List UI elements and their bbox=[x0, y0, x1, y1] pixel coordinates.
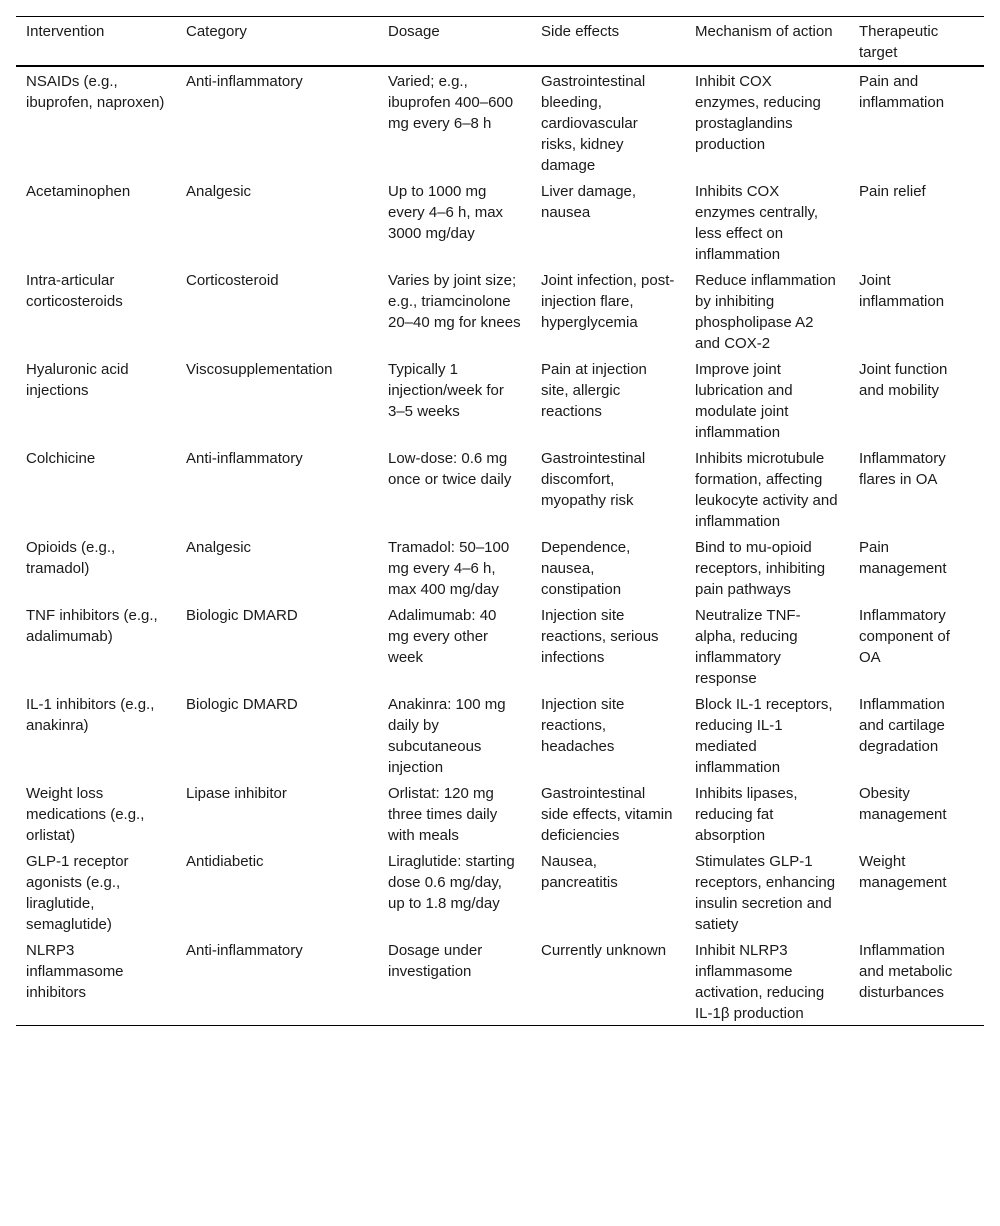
header-side-effects: Side effects bbox=[541, 23, 620, 40]
cell-mechanism: Inhibits microtubule formation, affecting leukocyte activity and inflammation bbox=[695, 450, 838, 530]
cell-dosage: Typically 1 injection/week for 3–5 weeks bbox=[388, 361, 504, 420]
table-row bbox=[16, 66, 984, 177]
cell-category: Anti-inflammatory bbox=[186, 450, 303, 467]
table-row bbox=[16, 266, 984, 355]
cell-target: Obesity management bbox=[859, 785, 947, 823]
cell-side-effects: Joint infection, post-injection flare, hyperglycemia bbox=[541, 272, 675, 331]
cell-intervention: TNF inhibitors (e.g., adalimumab) bbox=[26, 607, 158, 645]
table-row bbox=[16, 601, 984, 690]
cell-category: Lipase inhibitor bbox=[186, 785, 287, 802]
cell-category: Biologic DMARD bbox=[186, 607, 298, 624]
cell-mechanism: Improve joint lubrication and modulate joint inflammation bbox=[695, 361, 793, 441]
cell-side-effects: Injection site reactions, headaches bbox=[541, 696, 625, 755]
cell-target: Pain and inflammation bbox=[859, 73, 945, 111]
cell-target: Weight management bbox=[859, 853, 947, 891]
cell-intervention: IL-1 inhibitors (e.g., anakinra) bbox=[26, 696, 155, 734]
cell-target: Inflammation and cartilage degradation bbox=[859, 696, 945, 755]
cell-dosage: Varies by joint size; e.g., triamcinolone 20–40 mg for knees bbox=[388, 272, 521, 331]
header-dosage: Dosage bbox=[388, 23, 440, 40]
cell-target: Joint inflammation bbox=[859, 272, 945, 310]
cell-intervention: Hyaluronic acid injections bbox=[26, 361, 129, 399]
table-row bbox=[16, 177, 984, 266]
cell-intervention: Intra-articular corticosteroids bbox=[26, 272, 123, 310]
cell-mechanism: Inhibit COX enzymes, reducing prostaglandins production bbox=[695, 73, 821, 153]
cell-target: Pain management bbox=[859, 539, 947, 577]
cell-mechanism: Inhibits COX enzymes centrally, less effect on inflammation bbox=[695, 183, 819, 263]
cell-intervention: Acetaminophen bbox=[26, 183, 131, 200]
cell-target: Inflammatory flares in OA bbox=[859, 450, 946, 488]
cell-mechanism: Neutralize TNF-alpha, reducing inflammatory response bbox=[695, 607, 801, 687]
cell-category: Biologic DMARD bbox=[186, 696, 298, 713]
header-row bbox=[16, 17, 984, 67]
header-intervention: Intervention bbox=[26, 23, 105, 40]
cell-category: Analgesic bbox=[186, 183, 252, 200]
cell-category: Anti-inflammatory bbox=[186, 73, 303, 90]
cell-dosage: Anakinra: 100 mg daily by subcutaneous injection bbox=[388, 696, 506, 776]
table-row bbox=[16, 444, 984, 533]
table-row bbox=[16, 690, 984, 779]
cell-intervention: Weight loss medications (e.g., orlistat) bbox=[26, 785, 145, 844]
cell-dosage: Tramadol: 50–100 mg every 4–6 h, max 400 mg/day bbox=[388, 539, 510, 598]
table-header bbox=[16, 17, 984, 67]
cell-category: Anti-inflammatory bbox=[186, 942, 303, 959]
cell-intervention: Opioids (e.g., tramadol) bbox=[26, 539, 116, 577]
header-mechanism: Mechanism of action bbox=[695, 23, 833, 40]
table-container bbox=[16, 16, 984, 1026]
cell-side-effects: Liver damage, nausea bbox=[541, 183, 637, 221]
interventions-table bbox=[16, 16, 984, 1026]
cell-dosage: Up to 1000 mg every 4–6 h, max 3000 mg/day bbox=[388, 183, 504, 242]
cell-intervention: GLP-1 receptor agonists (e.g., liraglutide, semaglutide) bbox=[26, 853, 129, 933]
cell-dosage: Orlistat: 120 mg three times daily with meals bbox=[388, 785, 498, 844]
table-body bbox=[16, 66, 984, 1026]
cell-intervention: Colchicine bbox=[26, 450, 96, 467]
table-row bbox=[16, 779, 984, 847]
table-row bbox=[16, 936, 984, 1026]
cell-category: Analgesic bbox=[186, 539, 252, 556]
cell-dosage: Dosage under investigation bbox=[388, 942, 483, 980]
cell-category: Antidiabetic bbox=[186, 853, 264, 870]
table-row bbox=[16, 847, 984, 936]
cell-category: Corticosteroid bbox=[186, 272, 279, 289]
table-row bbox=[16, 533, 984, 601]
cell-mechanism: Block IL-1 receptors, reducing IL-1 mediated inflammation bbox=[695, 696, 833, 776]
cell-dosage: Low-dose: 0.6 mg once or twice daily bbox=[388, 450, 512, 488]
cell-side-effects: Currently unknown bbox=[541, 942, 667, 959]
cell-mechanism: Stimulates GLP-1 receptors, enhancing insulin secretion and satiety bbox=[695, 853, 836, 933]
cell-side-effects: Nausea, pancreatitis bbox=[541, 853, 618, 891]
cell-target: Joint function and mobility bbox=[859, 361, 948, 399]
cell-side-effects: Injection site reactions, serious infections bbox=[541, 607, 659, 666]
cell-side-effects: Gastrointestinal bleeding, cardiovascular risks, kidney damage bbox=[541, 73, 646, 174]
cell-dosage: Adalimumab: 40 mg every other week bbox=[388, 607, 497, 666]
cell-intervention: NLRP3 inflammasome inhibitors bbox=[26, 942, 124, 1001]
cell-side-effects: Dependence, nausea, constipation bbox=[541, 539, 631, 598]
cell-dosage: Varied; e.g., ibuprofen 400–600 mg every 6–8 h bbox=[388, 73, 514, 132]
cell-mechanism: Bind to mu-opioid receptors, inhibiting pain pathways bbox=[695, 539, 826, 598]
cell-side-effects: Pain at injection site, allergic reactions bbox=[541, 361, 647, 420]
cell-mechanism: Inhibits lipases, reducing fat absorption bbox=[695, 785, 798, 844]
header-target: Therapeutic target bbox=[859, 23, 939, 61]
cell-dosage: Liraglutide: starting dose 0.6 mg/day, up to 1.8 mg/day bbox=[388, 853, 515, 912]
cell-side-effects: Gastrointestinal discomfort, myopathy risk bbox=[541, 450, 646, 509]
cell-target: Pain relief bbox=[859, 183, 926, 200]
header-category: Category bbox=[186, 23, 247, 40]
cell-target: Inflammatory component of OA bbox=[859, 607, 950, 666]
cell-mechanism: Reduce inflammation by inhibiting phospholipase A2 and COX-2 bbox=[695, 272, 836, 352]
cell-target: Inflammation and metabolic disturbances bbox=[859, 942, 953, 1001]
cell-mechanism: Inhibit NLRP3 inflammasome activation, reducing IL-1β production bbox=[695, 942, 825, 1022]
cell-category: Viscosupplementation bbox=[186, 361, 333, 378]
cell-side-effects: Gastrointestinal side effects, vitamin deficiencies bbox=[541, 785, 673, 844]
table-row bbox=[16, 355, 984, 444]
cell-intervention: NSAIDs (e.g., ibuprofen, naproxen) bbox=[26, 73, 165, 111]
